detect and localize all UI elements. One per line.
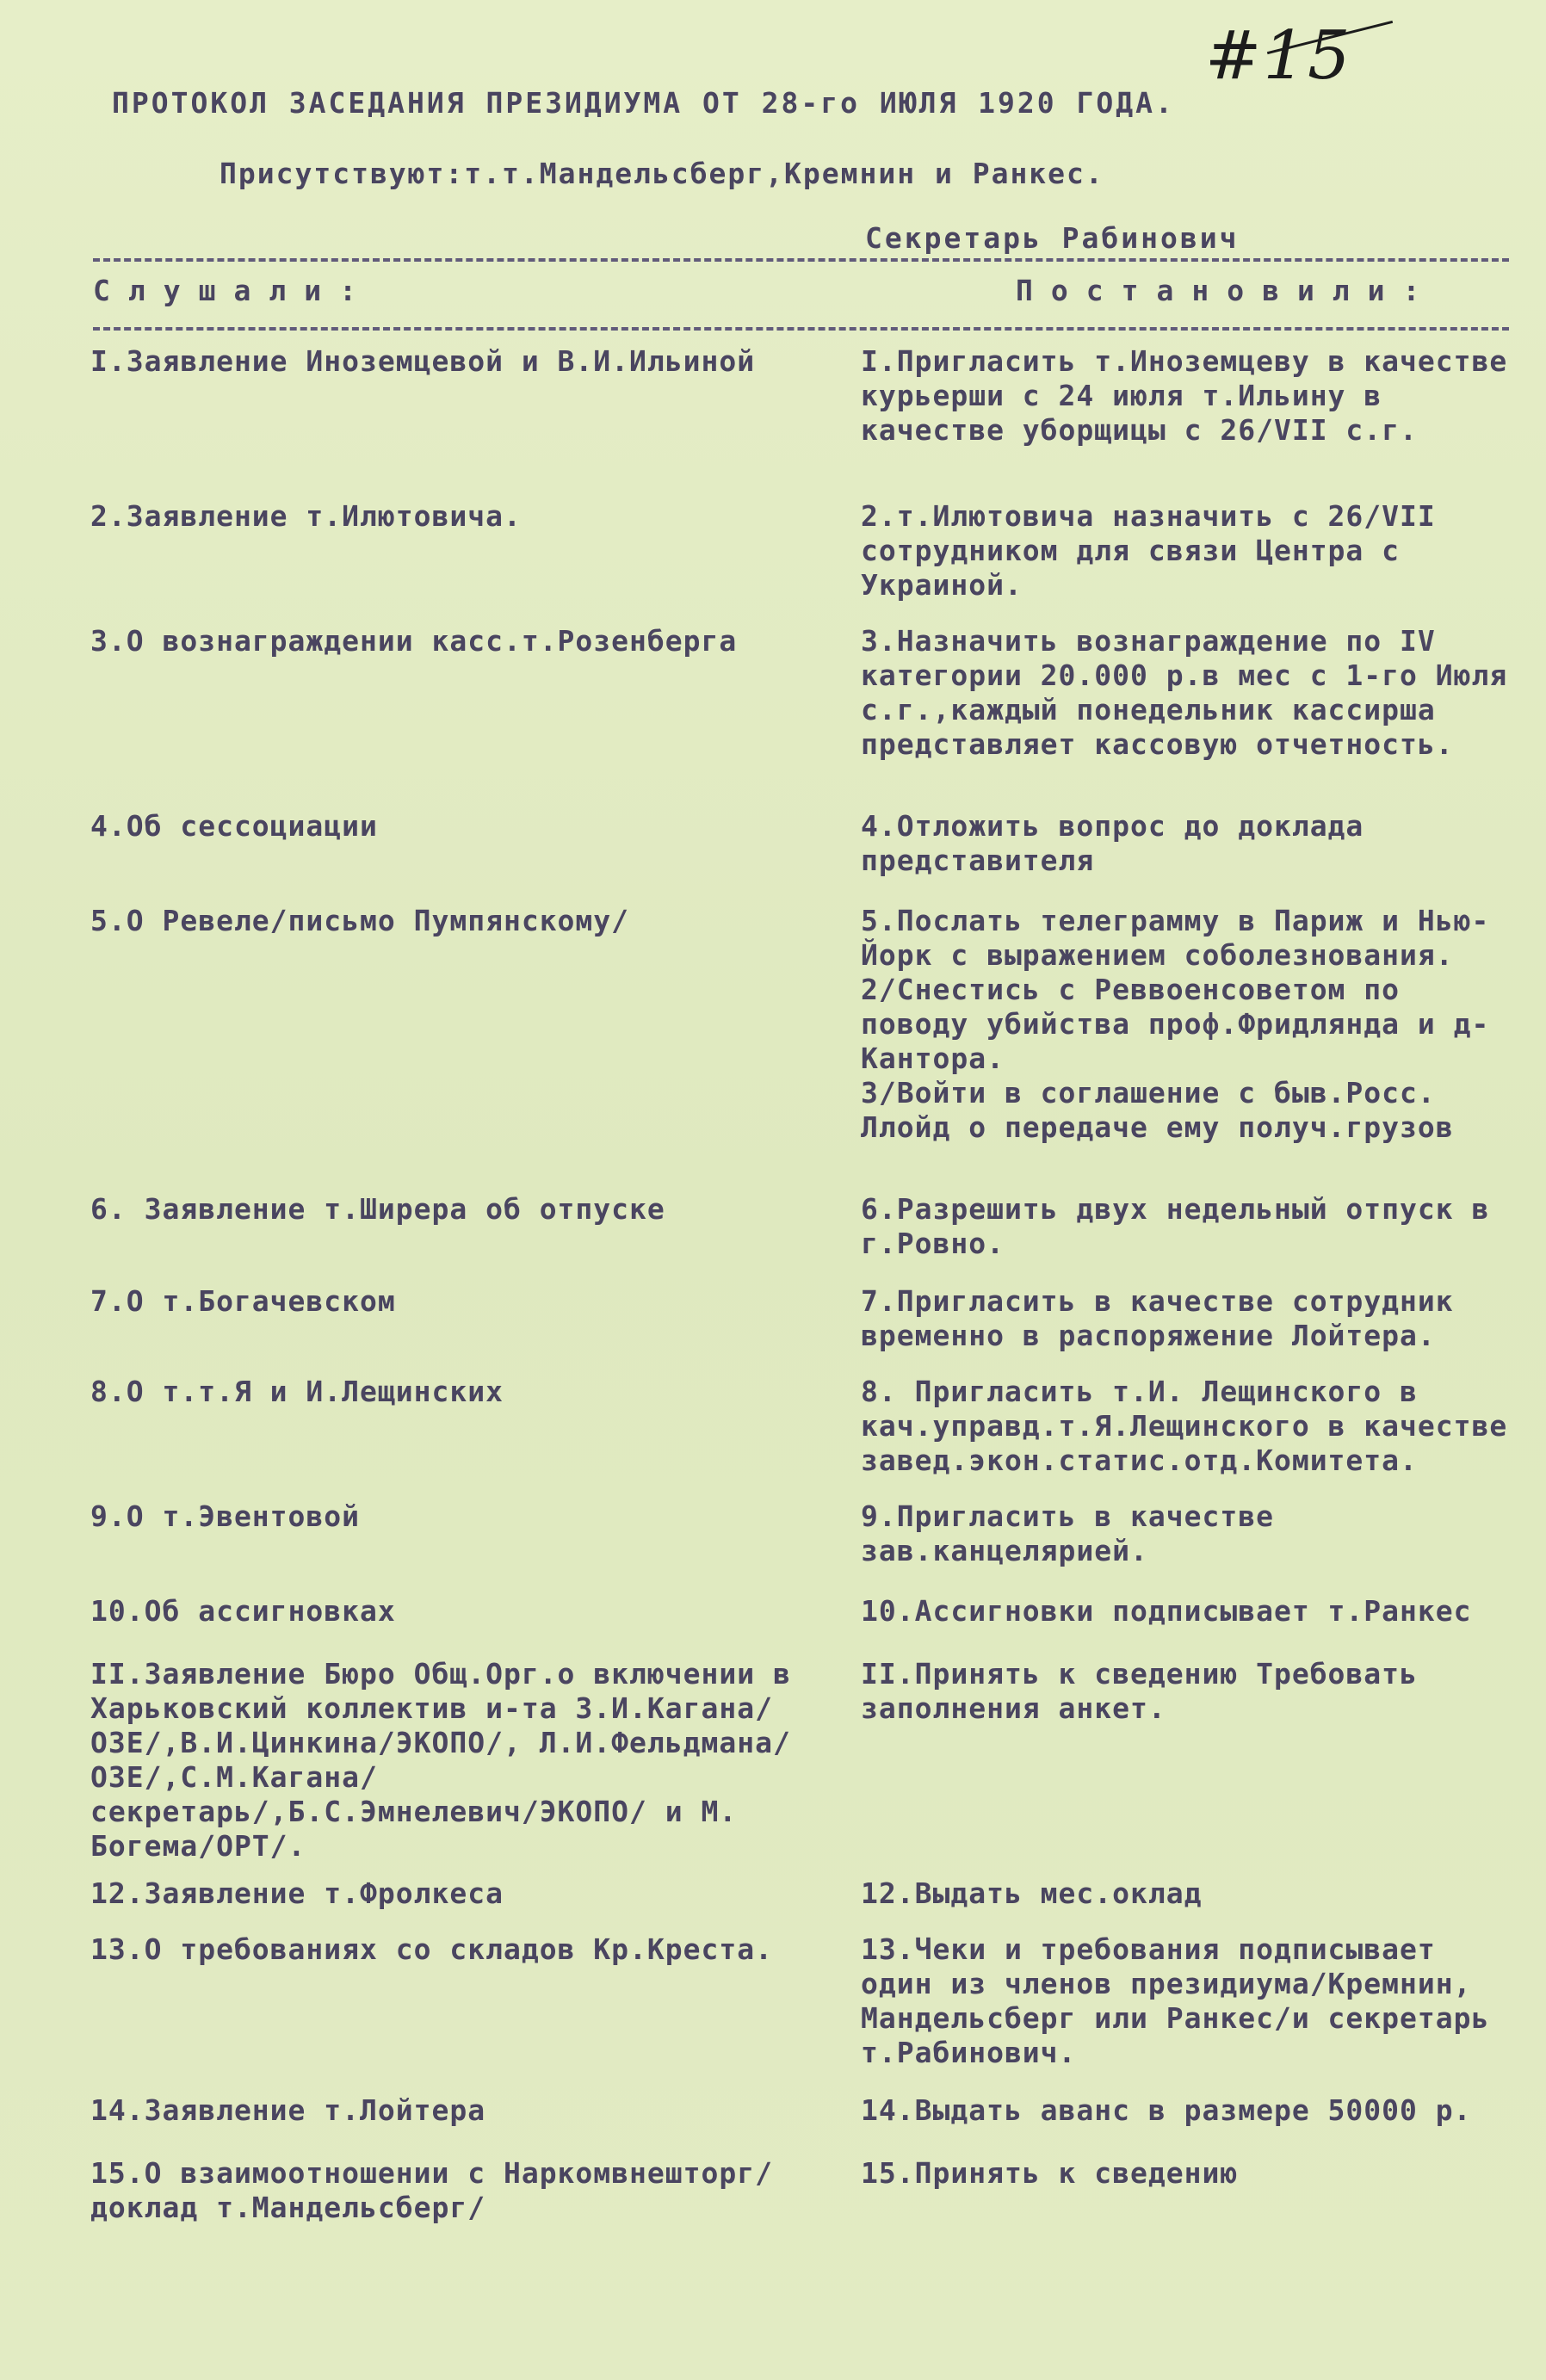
heard-text: 9.О т.Эвентовой [90, 1499, 361, 1533]
heard-text: 2.Заявление т.Илютовича. [90, 499, 522, 533]
heard-text: 14.Заявление т.Лойтера [90, 2093, 486, 2127]
heard-text: II.Заявление Бюро Общ.Орг.о включении в Харьковский коллектив и-та З.И.Кагана/ОЗЕ/,В.И.Цинкина/ЭКОПО/, Л.И.Фельдмана/ОЗЕ/,С.М.Кагана/секретарь/,Б.С.Эмнелевич/ЭКОПО/ и М. Богема/ОРТ/. [90, 1657, 791, 1863]
heard-text: 12.Заявление т.Фролкеса [90, 1876, 504, 1910]
decided-text: 10.Ассигновки подписывает т.Ранкес [861, 1594, 1472, 1628]
decided-column-header: Постановили: [1016, 274, 1438, 307]
heard-text: 10.Об ассигновках [90, 1594, 396, 1628]
decided-text: 13.Чеки и требования подписывает один из членов президиума/Кремнин, Мандельсберг или Ранкес/и секретарь т.Рабинович. [861, 1932, 1490, 2069]
decided-text: 4.Отложить вопрос до доклада представителя [861, 809, 1364, 877]
attendees-line: Присутствуют:т.т.Мандельсберг,Кремнин и Ранкес. [220, 157, 1104, 190]
decided-text: 12.Выдать мес.оклад [861, 1876, 1203, 1910]
decided-text: 6.Разрешить двух недельный отпуск в г.Ровно. [861, 1192, 1490, 1260]
heard-text: 15.О взаимоотношении с Наркомвнешторг/доклад т.Мандельсберг/ [90, 2156, 773, 2224]
heard-text: 6. Заявление т.Ширера об отпуске [90, 1192, 665, 1226]
decided-text: 14.Выдать аванс в размере 50000 р. [861, 2093, 1472, 2127]
handwritten-page-number: #15 [1205, 17, 1352, 95]
heard-text: 8.О т.т.Я и И.Лещинских [90, 1375, 504, 1408]
heard-column-header: Слушали: [93, 274, 374, 307]
dashed-rule-top [93, 258, 1509, 262]
heard-text: 3.О вознаграждении касс.т.Розенберга [90, 624, 738, 658]
decided-text: 9.Пригласить в качестве зав.канцелярией. [861, 1499, 1274, 1567]
heard-text: 5.О Ревеле/письмо Пумпянскому/ [90, 904, 630, 937]
document-title: ПРОТОКОЛ ЗАСЕДАНИЯ ПРЕЗИДИУМА ОТ 28-го ИЮЛЯ 1920 ГОДА. [112, 86, 1175, 120]
secretary-line: Секретарь Рабинович [865, 221, 1240, 255]
decided-text: 5.Послать телеграмму в Париж и Нью-Йорк с выражением соболезнования. 2/Снестись с Реввоенсоветом по поводу убийства проф.Фридлянда и д-Кантора. 3/Войти в соглашение с быв.Росс. Ллойд о передаче ему получ.грузов [861, 904, 1490, 1144]
decided-text: 2.т.Илютовича назначить с 26/VII сотрудником для связи Центра с Украиной. [861, 499, 1436, 602]
decided-text: 7.Пригласить в качестве сотрудник временно в распоряжение Лойтера. [861, 1284, 1454, 1352]
decided-text: 8. Пригласить т.И. Лещинского в кач.управд.т.Я.Лещинского в качестве завед.экон.статис.отд.Комитета. [861, 1375, 1508, 1477]
decided-text: 15.Принять к сведению [861, 2156, 1239, 2190]
heard-text: 13.О требованиях со складов Кр.Креста. [90, 1932, 773, 1966]
decided-text: 3.Назначить вознаграждение по IV категории 20.000 р.в мес с 1-го Июля с.г.,каждый понедельник кассирша представляет кассовую отчетность. [861, 624, 1508, 761]
dashed-rule-bottom [93, 327, 1509, 331]
decided-text: I.Пригласить т.Иноземцеву в качестве курьерши с 24 июля т.Ильину в качестве уборщицы с 26/VII с.г. [861, 344, 1508, 447]
heard-text: I.Заявление Иноземцевой и В.И.Ильиной [90, 344, 756, 378]
decided-text: II.Принять к сведению Требовать заполнения анкет. [861, 1657, 1418, 1725]
heard-text: 4.Об сессоциации [90, 809, 378, 843]
heard-text: 7.О т.Богачевском [90, 1284, 396, 1318]
